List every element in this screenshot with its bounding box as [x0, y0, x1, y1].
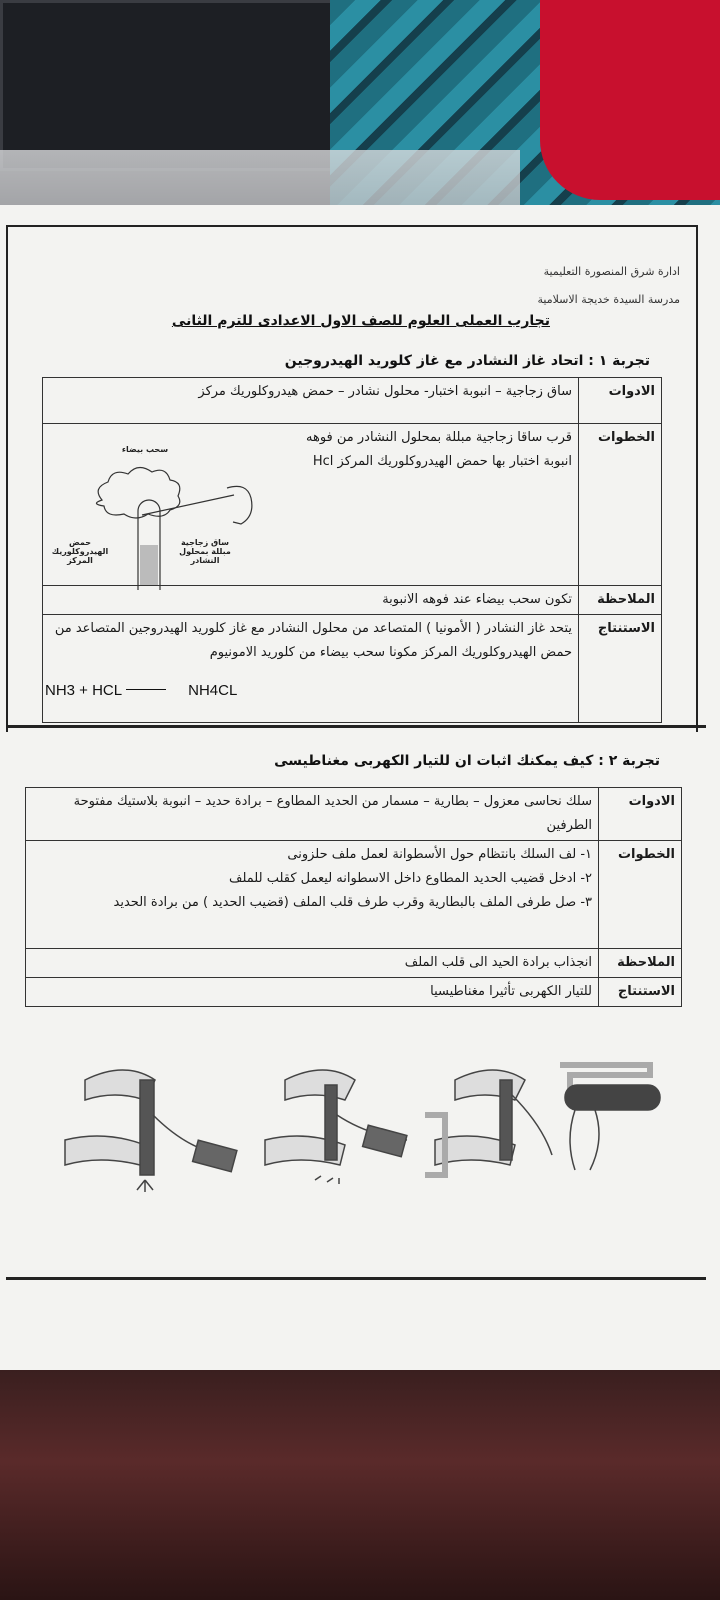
- header-school: مدرسة السيدة خديجة الاسلامية: [537, 293, 680, 306]
- coil-shape: [140, 1080, 154, 1175]
- background-table-surface: [0, 1370, 720, 1600]
- background-red-object: [540, 0, 720, 200]
- iron-filings-loose: [315, 1176, 339, 1184]
- lower-hand-shape: [65, 1136, 145, 1165]
- background-plastic-sheet: [0, 150, 520, 210]
- equation-product: NH4CL: [188, 682, 238, 699]
- electromagnet-illustrations: [55, 1055, 675, 1205]
- glass-rod-shape: [142, 495, 234, 515]
- exp2-table: [25, 787, 682, 1007]
- battery-shape: [193, 1140, 237, 1172]
- exp1-equation: [45, 682, 237, 699]
- exp1-conclusion: يتحد غاز النشادر ( الأمونيا ) المتصاعد من محلول النشادر مع غاز كلوريد الهيدروجين المتصاعد من حمض الهيدروكلوريك المركز مكونا سحب بيضاء من كلوريد الامونيوم: [43, 615, 579, 723]
- ammonia-hcl-illustration: [52, 440, 272, 590]
- exp1-tools: ساق زجاجية – انبوبة اختبار- محلول نشادر – حمض هيدروكلوريك مركز: [43, 378, 579, 424]
- equation-reactants: NH3 + HCL: [45, 682, 123, 699]
- header-administration: ادارة شرق المنصورة التعليمية: [543, 265, 680, 278]
- fig-label-acid: حمض الهيدروكلوريك المركز: [51, 538, 109, 565]
- section-divider: [6, 725, 706, 728]
- exp2-title: تجربة ٢ : كيف يمكنك اثبات ان للتيار الكهربى مغناطيسى: [274, 753, 660, 769]
- exp1-tools-label: الادوات: [579, 378, 662, 424]
- exp2-observation: انجذاب برادة الحيد الى قلب الملف: [26, 949, 599, 978]
- exp1-conclusion-label: الاستنتاج: [579, 615, 662, 723]
- exp2-steps-cell: [26, 841, 599, 949]
- solenoid-coil-shape: [565, 1085, 660, 1110]
- exp1-observation-label: الملاحظة: [579, 586, 662, 615]
- panel-1-hands-coil-battery: [65, 1070, 237, 1192]
- exp1-steps: قرب ساقا زجاجية مبللة بمحلول النشادر من فوهه انبوبة اختبار بها حمض الهيدروكلوريك المركز Hcl: [306, 430, 572, 469]
- exp1-observation: تكون سحب بيضاء عند فوهه الانبوبة: [43, 586, 579, 615]
- panel-3-hands-coil: [425, 1070, 552, 1175]
- page-title: تجارب العملى العلوم للصف الاول الاعدادى للترم الثانى: [171, 313, 550, 329]
- exp1-steps-label: الخطوات: [579, 424, 662, 586]
- exp2-conclusion-label: الاستنتاج: [599, 978, 682, 1007]
- panel-2-hands-coil-battery: [265, 1070, 407, 1184]
- worksheet-paper: [0, 205, 720, 1370]
- iron-filings-attracted: [137, 1180, 153, 1192]
- exp2-step-3: ٣- صل طرفى الملف بالبطارية وقرب طرف قلب الملف (قضيب الحديد ) من برادة الحديد: [113, 895, 592, 910]
- panel-4-coil-on-tube: [560, 1065, 660, 1170]
- coil-wire-ends: [570, 1110, 599, 1170]
- fig-label-cloud: سحب بيضاء: [121, 445, 169, 454]
- exp2-step-2: ٢- ادخل قضيب الحديد المطاوع داخل الاسطوانه ليعمل كقلب للملف: [229, 871, 592, 886]
- bottom-divider: [6, 1277, 706, 1280]
- exp2-step-1: ١- لف السلك بانتظام حول الأسطوانة لعمل ملف حلزونى: [287, 847, 592, 862]
- equation-arrow-icon: [126, 689, 166, 690]
- exp2-tools-label: الادوات: [599, 788, 682, 841]
- acid-liquid-shape: [140, 545, 158, 585]
- fig-label-rod: ساق زجاجية مبللة بمحلول النشادر: [179, 538, 231, 565]
- exp2-tools: سلك نحاسى معزول – بطارية – مسمار من الحديد المطاوع – برادة حديد – انبوبة بلاستيك مفتوحة الطرفين: [26, 788, 599, 841]
- hand-shape: [227, 486, 252, 524]
- exp2-steps-label: الخطوات: [599, 841, 682, 949]
- exp2-observation-label: الملاحظة: [599, 949, 682, 978]
- exp1-title: تجربة ١ : اتحاد غاز النشادر مع غاز كلوريد الهيدروجين: [284, 353, 650, 369]
- exp2-conclusion: للتيار الكهربى تأثيرا مغناطيسيا: [26, 978, 599, 1007]
